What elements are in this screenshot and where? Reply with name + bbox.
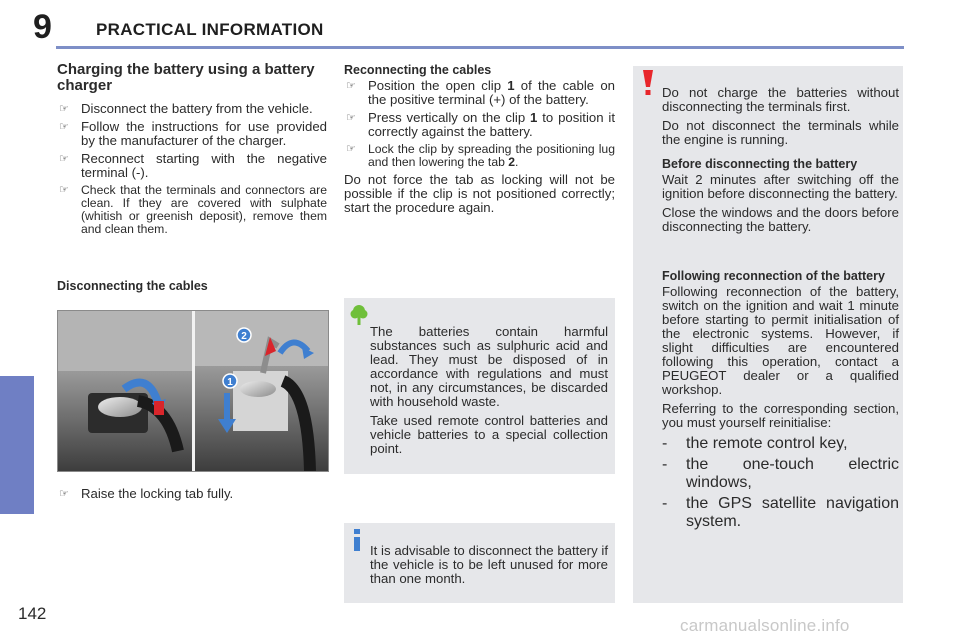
section-title-charging: Charging the battery using a battery charger: [57, 61, 315, 94]
info-icon: [352, 529, 362, 551]
middle-column: [344, 63, 615, 220]
tree-icon: [350, 304, 368, 326]
list-item: - the one-touch electric windows,: [662, 456, 899, 491]
callout-2: 2: [241, 331, 247, 342]
info-note-box: [344, 523, 615, 603]
pointing-finger-icon: ☞: [59, 153, 69, 165]
pointing-finger-icon: ☞: [346, 112, 356, 124]
list-item: ☞ Follow the instructions for use provided by the manufacturer of the charger.: [59, 119, 327, 148]
before-paragraph-2: Close the windows and the doors before disconnecting the battery.: [662, 205, 899, 234]
reconnecting-title: Reconnecting the cables: [344, 63, 492, 77]
warning-note-box: [633, 66, 903, 603]
pointing-finger-icon: ☞: [59, 184, 69, 196]
following-reconnection-title: Following reconnection of the battery: [662, 269, 885, 283]
disconnecting-title: Disconnecting the cables: [57, 279, 208, 293]
warning-paragraph-1: Do not charge the batteries without disconnecting the terminals first.: [662, 85, 899, 114]
callout-1: 1: [227, 377, 233, 388]
left-column: [57, 62, 327, 240]
pointing-finger-icon: ☞: [59, 103, 69, 115]
eco-paragraph-1: The batteries contain harmful substances such as sulphuric acid and lead. They must be disposed of in accordance with regulations and must not, in any circumstances, be discarded with household waste.: [370, 324, 608, 409]
list-item: ☞ Lock the clip by spreading the positioning lug and then lowering the tab 2.: [346, 142, 615, 169]
exclamation-icon: [643, 70, 653, 96]
watermark: carmanualsonline.info: [680, 616, 850, 635]
list-item: ☞ Raise the locking tab fully.: [59, 486, 234, 501]
battery-clip-illustration: [58, 311, 328, 471]
pointing-finger-icon: ☞: [346, 143, 356, 155]
charging-steps: [57, 102, 327, 236]
reconnecting-steps: [344, 79, 615, 169]
list-item: ☞ Check that the terminals and connectors are clean. If they are covered with sulphate (whitish or greenish deposit), remove them and clean them.: [59, 183, 327, 236]
list-item: ☞ Press vertically on the clip 1 to position it correctly against the battery.: [346, 110, 615, 139]
reinitialise-list: [662, 435, 899, 531]
before-disconnecting-title: Before disconnecting the battery: [662, 157, 858, 171]
warning-paragraph-2: Do not disconnect the terminals while the engine is running.: [662, 118, 899, 147]
environment-note-box: [344, 298, 615, 474]
before-paragraph-1: Wait 2 minutes after switching off the ignition before disconnecting the battery.: [662, 172, 899, 201]
following-paragraph-2: Referring to the corresponding section, you must yourself reinitialise:: [662, 401, 899, 430]
battery-clip-photo: [57, 310, 329, 472]
list-item: ☞ Position the open clip 1 of the cable on the positive terminal (+) of the battery.: [346, 78, 615, 107]
pointing-finger-icon: ☞: [346, 80, 356, 92]
page-number: 142: [18, 604, 47, 623]
list-item: - the remote control key,: [662, 435, 848, 452]
header-rule: [56, 46, 904, 49]
pointing-finger-icon: ☞: [59, 121, 69, 133]
raise-tab-step: [57, 487, 327, 505]
chapter-number: 9: [33, 8, 52, 46]
chapter-side-tab: [0, 376, 34, 514]
list-item: ☞ Reconnect starting with the negative terminal (-).: [59, 151, 327, 180]
locking-note: Do not force the tab as locking will not be possible if the clip is not positioned correctly; start the procedure again.: [344, 172, 615, 215]
list-item: ☞ Disconnect the battery from the vehicle.: [59, 101, 313, 116]
info-paragraph: It is advisable to disconnect the battery if the vehicle is to be left unused for more than one month.: [370, 543, 608, 586]
list-item: - the GPS satellite navigation system.: [662, 495, 899, 530]
eco-paragraph-2: Take used remote control batteries and vehicle batteries to a special collection point.: [370, 413, 608, 456]
pointing-finger-icon: ☞: [59, 488, 69, 500]
following-paragraph-1: Following reconnection of the battery, switch on the ignition and wait 1 minute before starting to permit initialisation of the electronic systems. However, if slight difficulties are encountered following this operation, contact a PEUGEOT dealer or a qualified workshop.: [662, 284, 899, 397]
chapter-title: PRACTICAL INFORMATION: [96, 20, 324, 39]
